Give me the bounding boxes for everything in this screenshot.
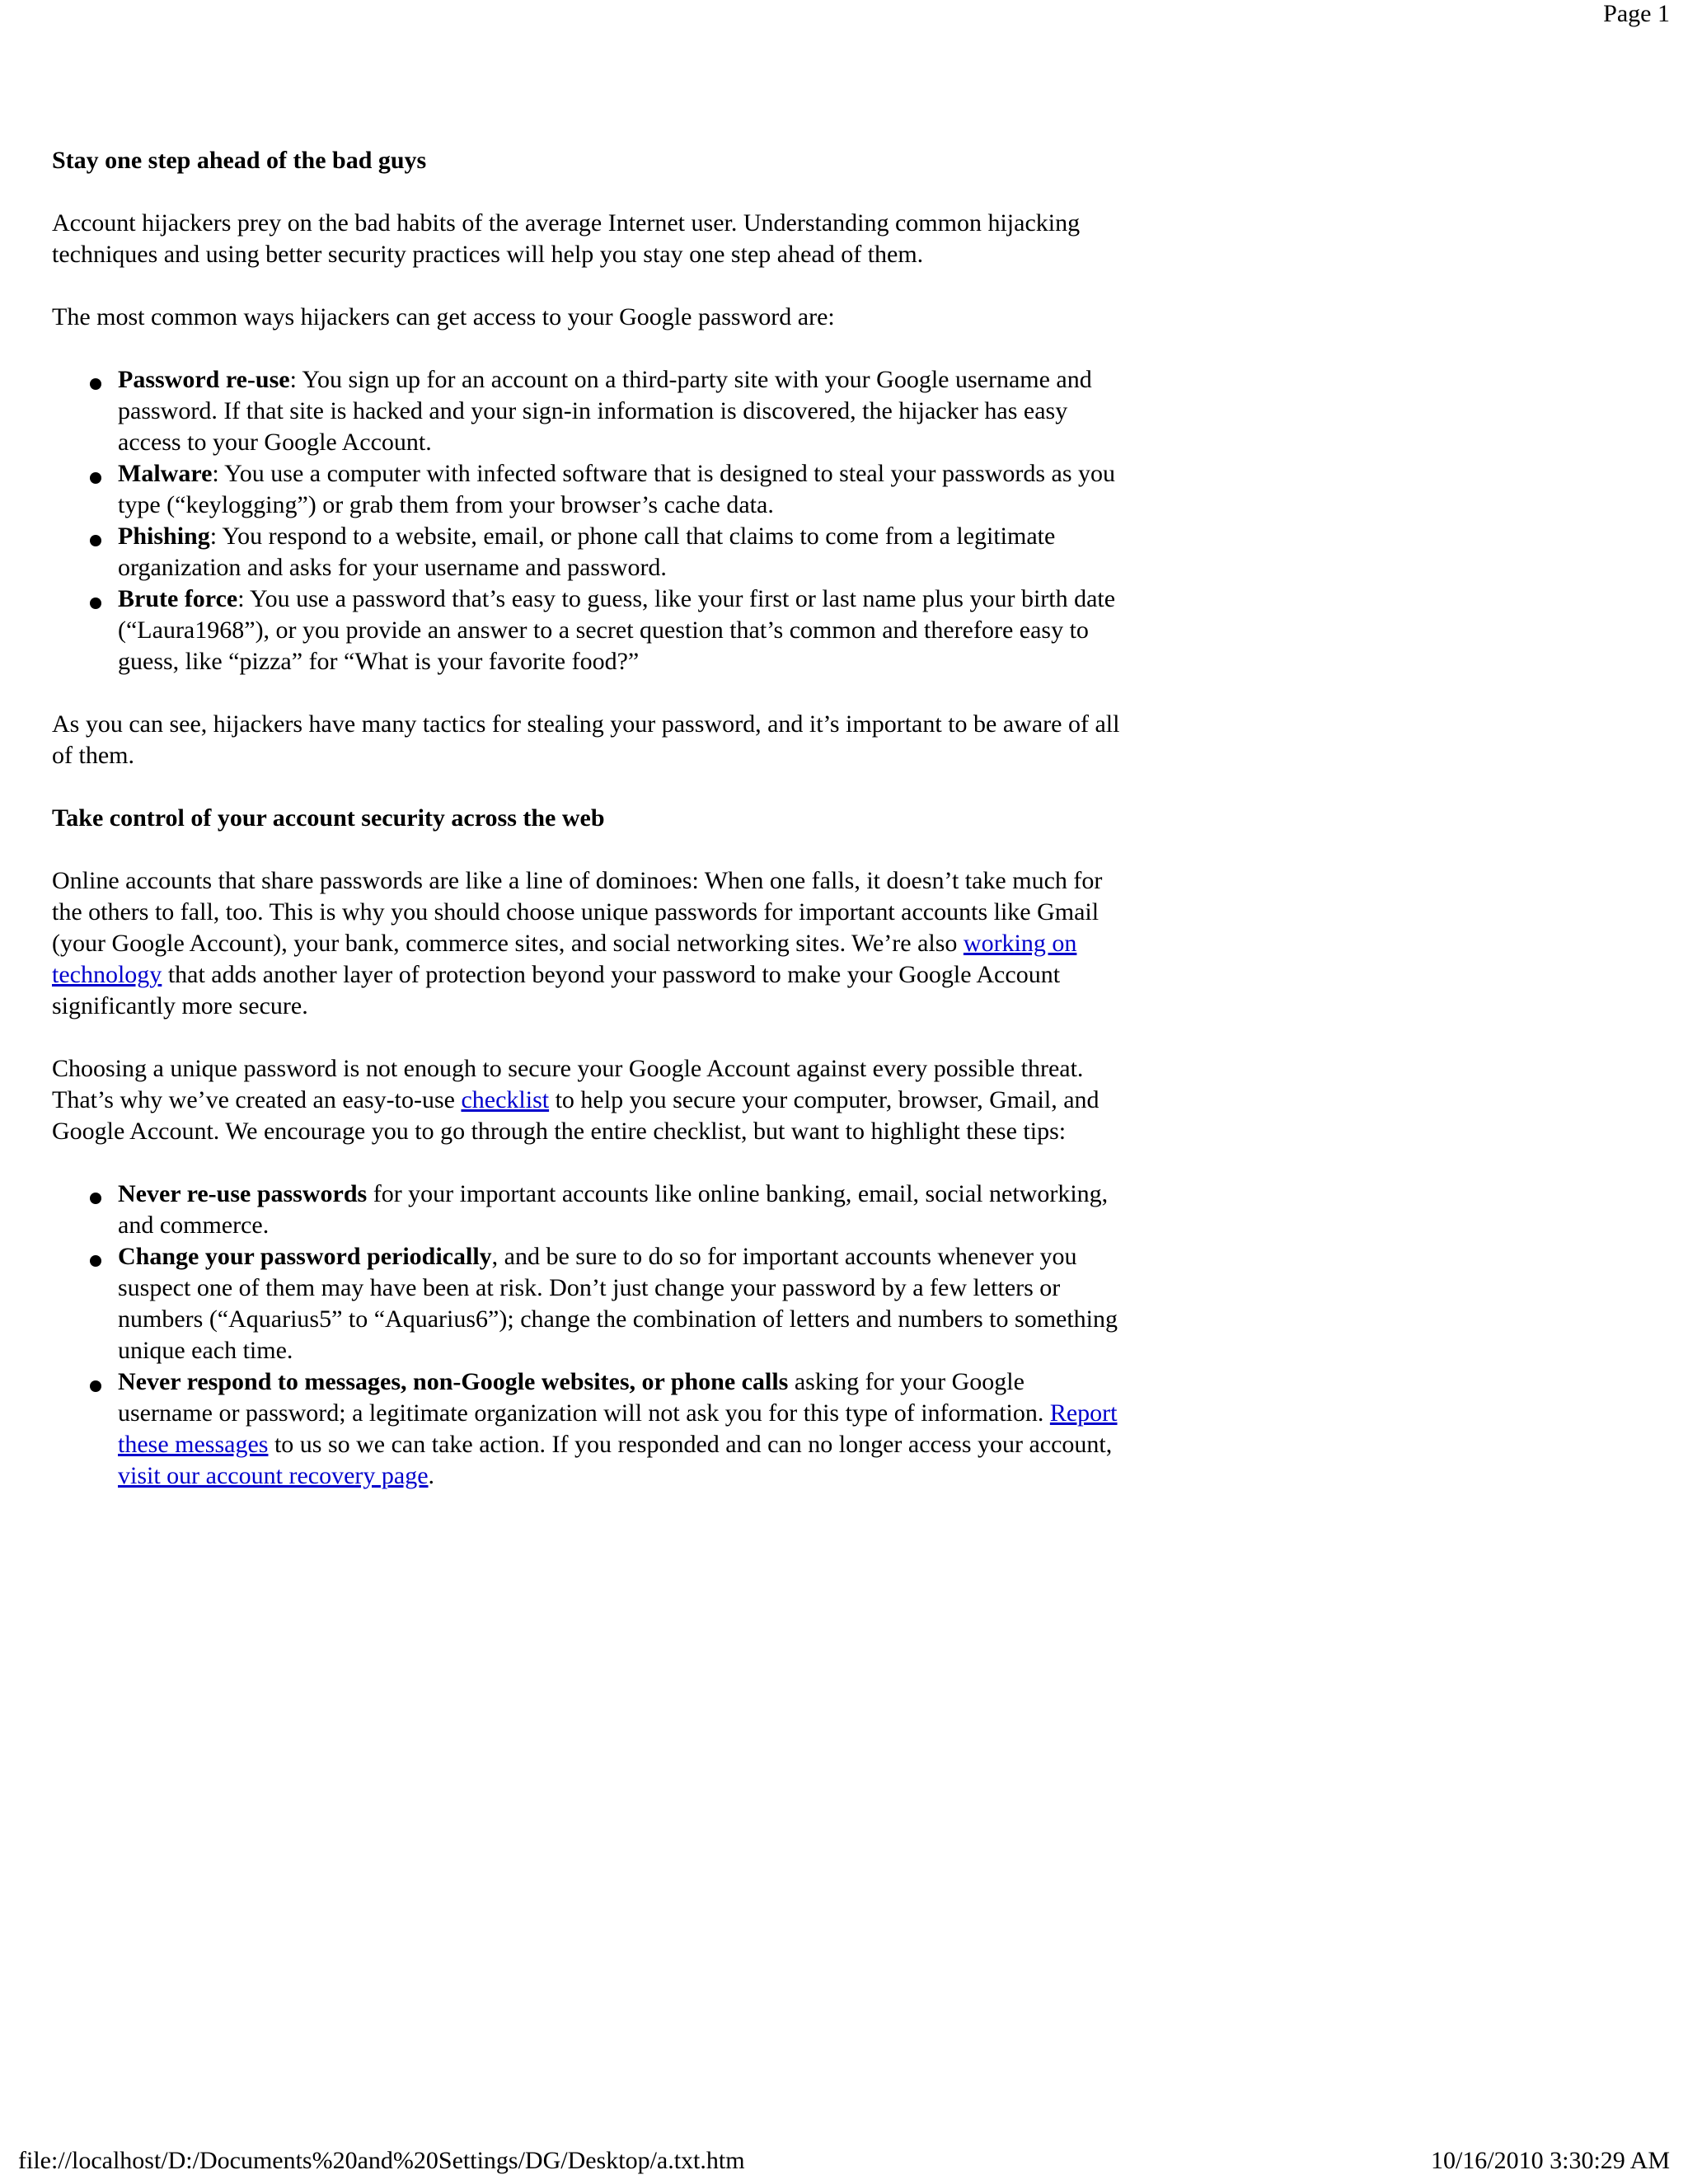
threat-list — [52, 364, 1123, 677]
threat-text: : You sign up for an account on a third-party site with your Google username and password. If that site is hacked and your sign-in information is discovered, the hijacker has easy access to your Google Account. — [118, 366, 1092, 456]
bullet-icon — [90, 535, 101, 546]
footer-url: file://localhost/D:/Documents%20and%20Settings/DG/Desktop/a.txt.htm — [18, 2147, 745, 2174]
page-number: Page 1 — [1603, 0, 1670, 27]
threat-term: Phishing — [118, 523, 210, 550]
threat-term: Brute force — [118, 585, 238, 612]
dominoes-paragraph — [52, 865, 1123, 1022]
tip-term: Never re-use passwords — [118, 1180, 368, 1207]
tips-list — [52, 1179, 1123, 1492]
document-body — [52, 145, 1123, 1523]
checklist-link[interactable]: checklist — [461, 1086, 550, 1113]
tactics-paragraph: As you can see, hijackers have many tactics for stealing your password, and it’s important to be aware of all of them. — [52, 710, 1120, 769]
list-item — [118, 583, 1123, 677]
tip-text: to us so we can take action. If you responded and can no longer access your account, — [268, 1431, 1113, 1458]
bullet-icon — [90, 1255, 101, 1267]
tip-text: for your important accounts like online banking, email, social networking, and commerce. — [118, 1180, 1109, 1239]
tip-term: Change your password periodically — [118, 1243, 492, 1270]
tip-text: . — [428, 1462, 435, 1489]
checklist-text: Choosing a unique password is not enough to secure your Google Account against every possible threat. That’s why we’ve created an easy-to-use — [52, 1055, 1084, 1113]
tip-text: , and be sure to do so for important accounts whenever you suspect one of them may have been at risk. Don’t just change your password by a few letters or numbers (“Aquarius5” to “Aquarius6”); change the combination of letters and numbers to something unique each time. — [118, 1243, 1118, 1364]
bullet-icon — [90, 598, 101, 609]
list-item — [118, 458, 1123, 521]
bullet-icon — [90, 1380, 101, 1392]
list-item — [118, 364, 1123, 458]
heading-stay-ahead: Stay one step ahead of the bad guys — [52, 147, 427, 174]
list-item — [118, 1366, 1123, 1492]
threat-text: : You use a computer with infected software that is designed to steal your passwords as you type (“keylogging”) or grab them from your browser’s cache data. — [118, 460, 1116, 518]
bullet-icon — [90, 378, 101, 390]
intro-paragraph: Account hijackers prey on the bad habits of the average Internet user. Understanding common hijacking techniques and using better security practices will help you stay one step ahead of them. — [52, 209, 1081, 268]
common-ways-paragraph: The most common ways hijackers can get access to your Google password are: — [52, 303, 835, 330]
tip-text: asking for your Google username or password; a legitimate organization will not ask you for this type of information. — [118, 1368, 1050, 1427]
list-item — [118, 1241, 1123, 1366]
threat-text: : You use a password that’s easy to guess, like your first or last name plus your birth date (“Laura1968”), or you provide an answer to a secret question that’s common and therefore easy to guess, like “pizza” for “What is your favorite food?” — [118, 585, 1116, 675]
threat-term: Password re-use — [118, 366, 290, 393]
report-messages-link[interactable]: Report these messages — [118, 1399, 1118, 1458]
threat-term: Malware — [118, 460, 213, 487]
heading-take-control: Take control of your account security across the web — [52, 804, 605, 832]
tip-term: Never respond to messages, non-Google websites, or phone calls — [118, 1368, 789, 1395]
threat-text: : You respond to a website, email, or phone call that claims to come from a legitimate organization and asks for your username and password. — [118, 523, 1056, 581]
dominoes-text: Online accounts that share passwords are like a line of dominoes: When one falls, it doesn’t take much for the others to fall, too. This is why you should choose unique passwords for important accounts like Gmail (your Google Account), your bank, commerce sites, and social networking sites. We’re also — [52, 867, 1103, 957]
checklist-text-after: to help you secure your computer, browser, Gmail, and Google Account. We encourage you to go through the entire checklist, but want to highlight these tips: — [52, 1086, 1100, 1145]
checklist-paragraph — [52, 1053, 1123, 1147]
dominoes-text-after: that adds another layer of protection beyond your password to make your Google Account significantly more secure. — [52, 961, 1061, 1019]
list-item — [118, 521, 1123, 583]
bullet-icon — [90, 1193, 101, 1204]
account-recovery-link[interactable]: visit our account recovery page — [118, 1462, 429, 1489]
bullet-icon — [90, 472, 101, 484]
list-item — [118, 1179, 1123, 1241]
working-on-technology-link[interactable]: working on technology — [52, 930, 1077, 988]
footer-timestamp: 10/16/2010 3:30:29 AM — [1430, 2147, 1670, 2174]
